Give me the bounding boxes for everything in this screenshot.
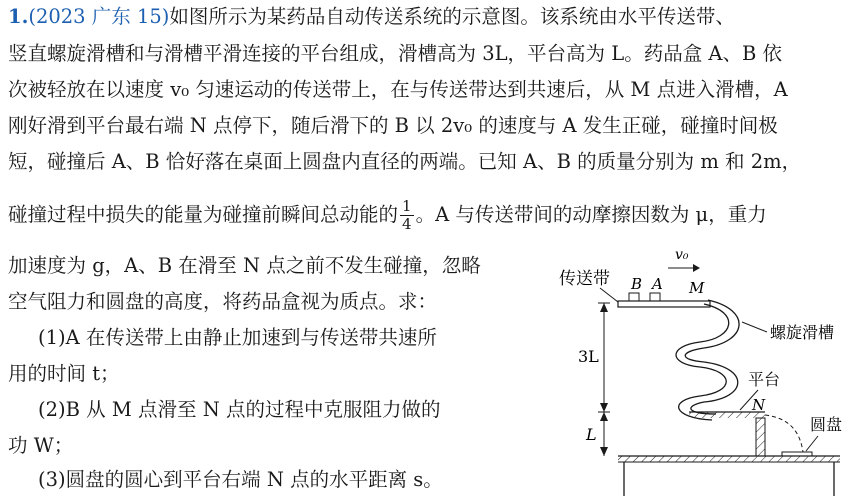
spiral-chute-label: 螺旋滑槽 xyxy=(770,323,835,342)
box-a xyxy=(650,293,660,301)
problem-source: (2023 广东 15) xyxy=(28,5,170,28)
problem-line-5: 短，碰撞后 A、B 恰好落在桌面上圆盘内直径的两端。已知 A、B 的质量分别为 m 和 2m， xyxy=(8,150,802,173)
arrow-l-up xyxy=(600,412,608,421)
question-2-line-b: 功 W； xyxy=(8,434,74,457)
problem-line-8: 空气阻力和圆盘的高度，将药品盒视为质点。求： xyxy=(8,290,438,313)
arrow-3l-up xyxy=(600,303,608,312)
disk-label-leader xyxy=(806,436,818,451)
question-1-line-a: (1)A 在传送带上由静止加速到与传送带共速所 xyxy=(38,326,437,349)
label-n: N xyxy=(752,396,766,414)
question-2-line-a: (2)B 从 M 点滑至 N 点的过程中克服阻力做的 xyxy=(38,398,441,421)
table-top-hatch xyxy=(618,456,840,462)
fraction-numerator: 1 xyxy=(402,197,412,215)
label-v0: v₀ xyxy=(675,247,689,263)
platform-label: 平台 xyxy=(748,370,781,389)
conveyor-label: 传送带 xyxy=(559,269,610,289)
spiral-label-leader xyxy=(742,322,767,332)
platform-support xyxy=(756,418,765,456)
arrow-l-down xyxy=(600,447,608,456)
trajectory xyxy=(765,415,803,452)
problem-text-6b: 。A 与传送带间的动摩擦因数为 μ，重力 xyxy=(415,203,767,226)
problem-number: 1. xyxy=(8,5,29,28)
problem-text-6a: 碰撞过程中损失的能量为碰撞前瞬间总动能的 xyxy=(8,203,399,226)
velocity-arrowhead xyxy=(693,264,700,272)
problem-text-1: 如图所示为某药品自动传送系统的示意图。该系统由水平传送带、 xyxy=(169,5,735,28)
question-1-line-b: 用的时间 t； xyxy=(8,362,120,385)
label-m: M xyxy=(689,279,705,297)
box-b xyxy=(629,293,639,301)
fraction-denominator: 4 xyxy=(402,215,412,233)
question-3: (3)圆盘的圆心到平台右端 N 点的水平距离 s。 xyxy=(38,468,443,491)
problem-line-2: 竖直螺旋滑槽和与滑槽平滑连接的平台组成，滑槽高为 3L，平台高为 L。药品盒 A、B 依 xyxy=(8,42,783,65)
disk-label: 圆盘 xyxy=(810,415,843,434)
conveyor-label-leader xyxy=(600,288,618,302)
label-3l: 3L xyxy=(578,347,599,366)
conveyor-belt xyxy=(618,301,710,307)
label-a: A xyxy=(652,275,663,293)
label-l: L xyxy=(586,425,597,444)
problem-line-4: 刚好滑到平台最右端 N 点停下，随后滑下的 B 以 2v₀ 的速度与 A 发生正碰，碰撞时间极 xyxy=(8,114,778,137)
arrow-3l-down xyxy=(600,403,608,412)
problem-line-7: 加速度为 g，A、B 在滑至 N 点之前不发生碰撞，忽略 xyxy=(8,254,481,277)
problem-line-3: 次被轻放在以速度 v₀ 匀速运动的传送带上，在与传送带达到共速后，从 M 点进入滑槽，A xyxy=(8,78,788,101)
label-b: B xyxy=(631,275,643,293)
